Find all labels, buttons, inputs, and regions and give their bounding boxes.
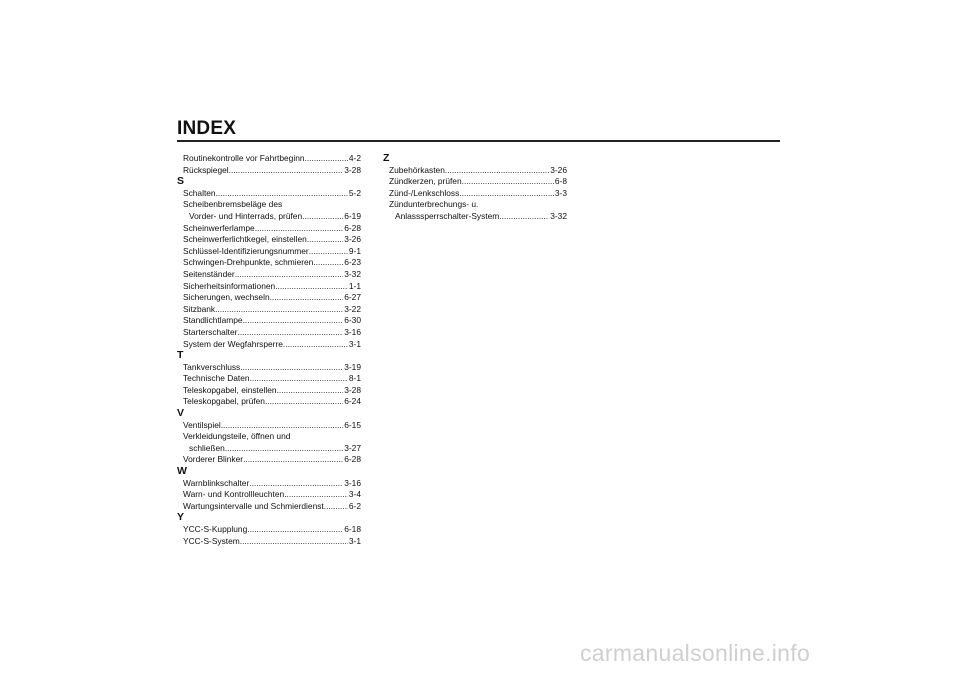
index-entry bbox=[177, 304, 361, 316]
index-entry-page: 9-1 bbox=[348, 245, 361, 256]
index-entry-page: 3-32 bbox=[344, 268, 361, 279]
index-entry-label: Warnblinkschalter bbox=[183, 477, 250, 488]
index-entry-page: 6-23 bbox=[344, 257, 361, 268]
index-entry bbox=[177, 327, 361, 339]
title-rule bbox=[177, 140, 780, 142]
index-entry-page: 6-24 bbox=[344, 396, 361, 407]
index-entry-page: 3-16 bbox=[344, 477, 361, 488]
index-entry bbox=[177, 454, 361, 466]
dot-leader bbox=[305, 153, 348, 165]
index-entry bbox=[177, 165, 361, 177]
index-entry bbox=[177, 211, 361, 223]
index-entry-label: Scheinwerferlichtkegel, einstellen bbox=[183, 234, 307, 245]
index-entry-page: 3-27 bbox=[344, 442, 361, 453]
dot-leader bbox=[243, 315, 344, 327]
index-entry-page: 3-32 bbox=[550, 210, 567, 221]
index-entry-label: Teleskopgabel, einstellen bbox=[183, 384, 277, 395]
index-entry-label: System der Wegfahrsperre bbox=[183, 338, 283, 349]
index-entry bbox=[177, 373, 361, 385]
index-column-right bbox=[383, 153, 567, 223]
index-entry bbox=[177, 223, 361, 235]
index-entry-label: Seitenständer bbox=[183, 268, 235, 279]
watermark: carmanualsonline.info bbox=[580, 640, 811, 666]
dot-leader bbox=[225, 443, 343, 455]
index-entry-label: schließen bbox=[189, 442, 225, 453]
index-entry-label: Schalten bbox=[183, 187, 216, 198]
index-entry-page: 8-1 bbox=[348, 373, 361, 384]
index-entry bbox=[177, 199, 361, 211]
index-entry bbox=[383, 199, 567, 211]
index-entry bbox=[177, 431, 361, 443]
index-entry bbox=[383, 188, 567, 200]
index-entry bbox=[177, 362, 361, 374]
index-entry-label: Zubehörkasten bbox=[389, 164, 445, 175]
index-entry bbox=[383, 165, 567, 177]
index-entry bbox=[177, 443, 361, 455]
index-entry bbox=[177, 489, 361, 501]
index-entry-label: Zündkerzen, prüfen bbox=[389, 176, 462, 187]
index-entry-label: Schwingen-Drehpunkte, schmieren bbox=[183, 257, 314, 268]
index-entry bbox=[177, 315, 361, 327]
index-entry-page: 3-19 bbox=[344, 361, 361, 372]
index-entry bbox=[177, 385, 361, 397]
index-entry bbox=[177, 153, 361, 165]
dot-leader bbox=[247, 524, 343, 536]
index-entry-label: Sitzbank bbox=[183, 303, 216, 314]
index-column-left bbox=[177, 153, 361, 547]
index-letter-heading: S bbox=[177, 175, 185, 188]
index-letter-heading: V bbox=[177, 407, 185, 420]
index-entry-label: Sicherungen, wechseln bbox=[183, 292, 270, 303]
index-entry-label: Tankverschluss bbox=[183, 361, 241, 372]
index-entry bbox=[177, 281, 361, 293]
index-entry-page: 6-2 bbox=[348, 500, 361, 511]
index-entry-label: Rückspiegel bbox=[183, 164, 229, 175]
index-entry-page: 6-19 bbox=[344, 210, 361, 221]
index-letter-heading: T bbox=[177, 349, 184, 362]
index-entry-label: Zündunterbrechungs- u. bbox=[389, 199, 479, 210]
index-entry bbox=[383, 211, 567, 223]
dot-leader bbox=[243, 454, 343, 466]
index-entry-page: 3-4 bbox=[348, 489, 361, 500]
index-entry-page: 3-16 bbox=[344, 326, 361, 337]
index-letter-heading: W bbox=[177, 465, 187, 478]
index-entry bbox=[177, 257, 361, 269]
index-entry-label: Schlüssel-Identifizierungsnummer bbox=[183, 245, 309, 256]
dot-leader bbox=[459, 188, 554, 200]
index-entry-page: 3-22 bbox=[344, 303, 361, 314]
index-entry-label: Standlichtlampe bbox=[183, 315, 243, 326]
dot-leader bbox=[313, 257, 343, 269]
index-entry-page: 6-27 bbox=[344, 292, 361, 303]
index-entry-page: 6-28 bbox=[344, 222, 361, 233]
index-entry-label: Wartungsintervalle und Schmierdienst bbox=[183, 500, 324, 511]
dot-leader bbox=[235, 269, 344, 281]
dot-leader bbox=[309, 246, 348, 258]
index-entry-page: 3-26 bbox=[550, 164, 567, 175]
index-entry bbox=[177, 524, 361, 536]
page-title: INDEX bbox=[177, 118, 237, 139]
index-entry-page: 6-28 bbox=[344, 454, 361, 465]
index-entry-page: 6-18 bbox=[344, 524, 361, 534]
index-entry-label: Sicherheitsinformationen bbox=[183, 280, 276, 291]
index-entry-page: 3-26 bbox=[344, 234, 361, 245]
index-entry-label: Vorder- und Hinterrads, prüfen bbox=[189, 210, 303, 221]
dot-leader bbox=[284, 489, 348, 501]
index-entry-page: 4-2 bbox=[348, 153, 361, 163]
index-entry-label: Scheinwerferlampe bbox=[183, 222, 255, 233]
index-entry-page: 3-1 bbox=[348, 535, 361, 546]
dot-leader bbox=[221, 420, 344, 432]
index-entry-label: Warn- und Kontrollleuchten bbox=[183, 489, 285, 500]
index-entry-page: 6-8 bbox=[554, 176, 567, 187]
index-entry bbox=[177, 269, 361, 281]
dot-leader bbox=[462, 176, 554, 188]
dot-leader bbox=[250, 373, 348, 385]
index-entry bbox=[177, 396, 361, 408]
index-entry-label: Routinekontrolle vor Fahrtbeginn bbox=[183, 153, 305, 163]
dot-leader bbox=[324, 501, 348, 513]
index-letter-heading: Y bbox=[177, 511, 185, 524]
dot-leader bbox=[249, 478, 343, 490]
dot-leader bbox=[216, 188, 348, 200]
dot-leader bbox=[499, 211, 549, 223]
index-entry-page: 3-28 bbox=[344, 164, 361, 175]
index-entry-label: Anlasssperrschalter-System bbox=[395, 210, 500, 221]
index-entry-page: 5-2 bbox=[348, 187, 361, 198]
index-entry bbox=[383, 176, 567, 188]
index-entry bbox=[177, 420, 361, 432]
index-entry bbox=[177, 536, 361, 548]
index-letter-heading: Z bbox=[383, 152, 390, 164]
dot-leader bbox=[307, 234, 343, 246]
index-entry-label: Zünd-/Lenkschloss bbox=[389, 187, 460, 198]
dot-leader bbox=[302, 211, 343, 223]
index-entry bbox=[177, 246, 361, 258]
index-entry-page: 3-28 bbox=[344, 384, 361, 395]
index-entry bbox=[177, 478, 361, 490]
index-entry-label: Teleskopgabel, prüfen bbox=[183, 396, 265, 407]
dot-leader bbox=[215, 304, 343, 316]
index-entry bbox=[177, 188, 361, 200]
index-entry-label: YCC-S-System bbox=[183, 535, 240, 546]
index-entry-page: 6-30 bbox=[344, 315, 361, 326]
dot-leader bbox=[275, 281, 348, 293]
index-entry-page: 6-15 bbox=[344, 419, 361, 430]
dot-leader bbox=[277, 385, 344, 397]
dot-leader bbox=[270, 292, 344, 304]
index-entry bbox=[177, 292, 361, 304]
dot-leader bbox=[255, 223, 344, 235]
index-entry-page: 1-1 bbox=[348, 280, 361, 291]
dot-leader bbox=[265, 396, 343, 408]
dot-leader bbox=[240, 362, 343, 374]
dot-leader bbox=[237, 327, 343, 339]
dot-leader bbox=[240, 536, 348, 548]
index-entry-page: 3-3 bbox=[554, 187, 567, 198]
index-entry-label: Verkleidungsteile, öffnen und bbox=[183, 431, 291, 442]
index-entry-label: Technische Daten bbox=[183, 373, 250, 384]
index-entry-label: Vorderer Blinker bbox=[183, 454, 244, 465]
index-entry bbox=[177, 234, 361, 246]
index-entry-label: Ventilspiel bbox=[183, 419, 221, 430]
dot-leader bbox=[445, 165, 549, 177]
index-entry-label: YCC-S-Kupplung bbox=[183, 524, 248, 534]
index-entry-label: Starterschalter bbox=[183, 326, 238, 337]
index-entry-page: 3-1 bbox=[348, 338, 361, 349]
index-entry bbox=[177, 501, 361, 513]
index-entry-label: Scheibenbremsbeläge des bbox=[183, 199, 283, 210]
dot-leader bbox=[229, 165, 344, 177]
index-entry bbox=[177, 339, 361, 351]
dot-leader bbox=[283, 339, 348, 351]
